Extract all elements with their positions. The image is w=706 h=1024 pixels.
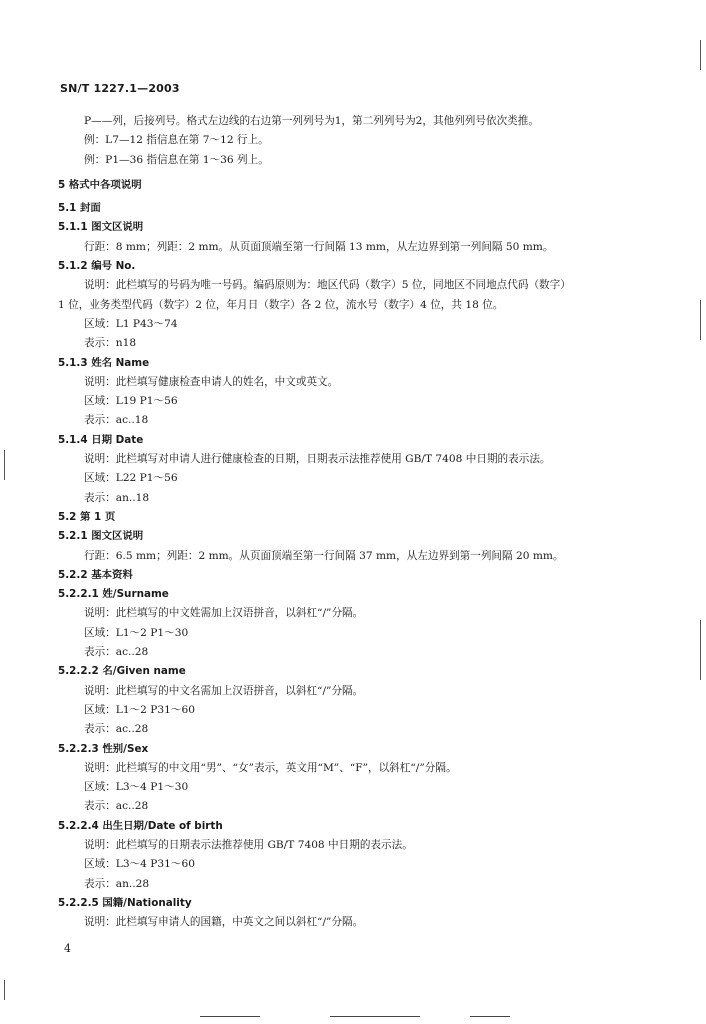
section-heading: 5.1.3 姓名 Name bbox=[58, 356, 150, 369]
body-text-line: 说明：此栏填写申请人的国籍，中英文之间以斜杠“/”分隔。 bbox=[84, 916, 364, 929]
body-text-line: 区域：L1～2 P31～60 bbox=[84, 703, 195, 716]
section-heading: 5.1.4 日期 Date bbox=[58, 433, 144, 446]
body-text-line: 表示：an..18 bbox=[84, 491, 150, 504]
scan-edge-mark bbox=[700, 300, 701, 340]
body-text-line: 区域：L3～4 P31～60 bbox=[84, 858, 195, 871]
body-text-line: 表示：ac..28 bbox=[84, 646, 149, 659]
body-text-line: 说明：此栏填写的中文用“男”、“女”表示，英文用“M”、“F”，以斜杠“/”分隔。 bbox=[84, 761, 457, 774]
section-heading: 5.1 封面 bbox=[58, 202, 101, 215]
scan-bottom-rule bbox=[200, 1016, 260, 1017]
body-text-line: 说明：此栏填写的号码为唯一号码。编码原则为：地区代码（数字）5 位，同地区不同地点代码（数字） bbox=[84, 279, 571, 292]
scan-edge-mark bbox=[4, 450, 5, 480]
scan-bottom-rule bbox=[330, 1016, 420, 1017]
document-id-header: SN/T 1227.1—2003 bbox=[60, 82, 180, 95]
body-text-line: 例：P1—36 指信息在第 1～36 列上。 bbox=[84, 153, 269, 166]
section-heading: 5.2.2.3 性别/Sex bbox=[58, 742, 149, 755]
section-heading: 5.2.2.4 出生日期/Date of birth bbox=[58, 819, 223, 832]
body-text-line: 说明：此栏填写健康检查申请人的姓名，中文或英文。 bbox=[84, 375, 339, 388]
body-text-line: 说明：此栏填写的中文名需加上汉语拼音，以斜杠“/”分隔。 bbox=[84, 684, 364, 697]
body-text-line: 行距：6.5 mm；列距：2 mm。从页面顶端至第一行间隔 37 mm，从左边界到第一列间隔 20 mm。 bbox=[84, 549, 564, 562]
section-heading: 5 格式中各项说明 bbox=[58, 178, 142, 191]
section-heading: 5.2.2.1 姓/Surname bbox=[58, 588, 169, 601]
section-heading: 5.2.1 图文区说明 bbox=[58, 530, 144, 543]
page-number: 4 bbox=[64, 942, 71, 955]
body-text-line: 例：L7—12 指信息在第 7～12 行上。 bbox=[84, 134, 269, 147]
body-text-line: 表示：n18 bbox=[84, 337, 137, 350]
body-text-line: 说明：此栏填写的日期表示法推荐使用 GB/T 7408 中日期的表示法。 bbox=[84, 838, 413, 851]
section-heading: 5.1.1 图文区说明 bbox=[58, 221, 144, 234]
body-text-line: 表示：ac..28 bbox=[84, 723, 149, 736]
section-heading: 5.2.2.2 名/Given name bbox=[58, 665, 186, 678]
section-heading: 5.2 第 1 页 bbox=[58, 510, 116, 523]
body-text-line: 区域：L1 P43～74 bbox=[84, 317, 178, 330]
body-text-line: 说明：此栏填写对申请人进行健康检查的日期，日期表示法推荐使用 GB/T 7408 中日期的表示法。 bbox=[84, 453, 551, 466]
scan-edge-mark bbox=[700, 40, 701, 70]
scan-edge-mark bbox=[4, 980, 5, 1000]
scan-bottom-rule bbox=[470, 1016, 510, 1017]
body-text-line: 区域：L3～4 P1～30 bbox=[84, 781, 189, 794]
body-text-line: 区域：L1～2 P1～30 bbox=[84, 626, 189, 639]
body-text-line: 说明：此栏填写的中文姓需加上汉语拼音，以斜杠“/”分隔。 bbox=[84, 607, 364, 620]
body-text-line: 行距：8 mm；列距：2 mm。从页面顶端至第一行间隔 13 mm，从左边界到第一列间隔 50 mm。 bbox=[84, 240, 554, 253]
section-heading: 5.2.2 基本资料 bbox=[58, 568, 133, 581]
body-text-line: 1 位，业务类型代码（数字）2 位，年月日（数字）各 2 位，流水号（数字）4 位，共 18 位。 bbox=[58, 298, 504, 311]
body-text-line: 表示：an..28 bbox=[84, 877, 150, 890]
body-text-line: 区域：L22 P1～56 bbox=[84, 472, 178, 485]
body-text-line: 表示：ac..18 bbox=[84, 414, 149, 427]
body-text-line: 区域：L19 P1～56 bbox=[84, 395, 178, 408]
section-heading: 5.2.2.5 国籍/Nationality bbox=[58, 896, 192, 909]
scan-edge-mark bbox=[700, 620, 701, 680]
document-body bbox=[58, 112, 658, 932]
body-text-line: 表示：ac..28 bbox=[84, 800, 149, 813]
body-text-line: P——列，后接列号。格式左边线的右边第一列列号为1，第二列列号为2，其他列列号依次类推。 bbox=[84, 115, 539, 127]
section-heading: 5.1.2 编号 No. bbox=[58, 260, 136, 273]
